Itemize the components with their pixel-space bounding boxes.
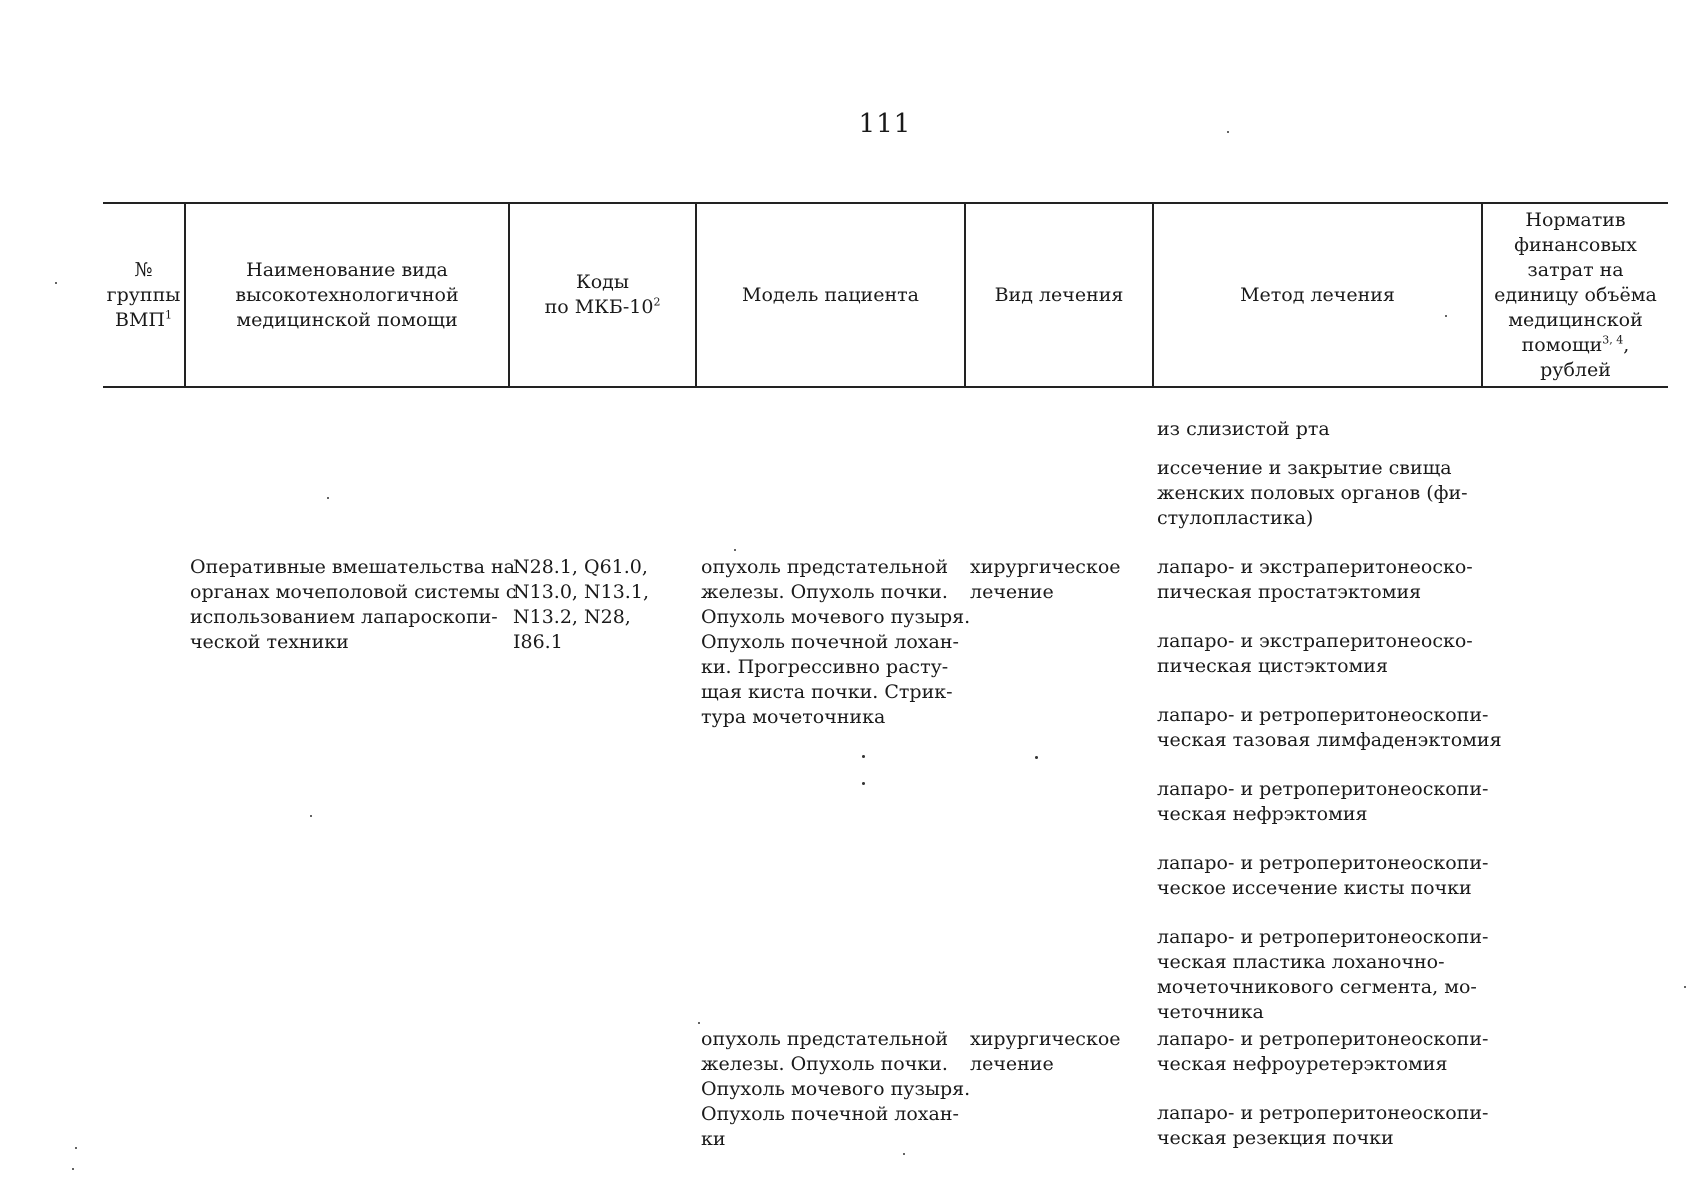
header-group-number: № группы ВМП$^1$ — [106, 258, 181, 331]
scan-speck — [327, 497, 329, 499]
scan-speck — [862, 755, 865, 758]
scan-speck — [1035, 756, 1038, 759]
header-cost-standard: Норматив финансовых затрат на единицу объёма медицинской помощи$^{3, 4}$, рублей — [1494, 208, 1657, 381]
scan-speck — [698, 1022, 700, 1024]
scan-speck — [72, 1168, 74, 1170]
treatment-method: лапаро- и экстраперитонеоско- пическая простатэктомия — [1157, 556, 1473, 603]
treatment-method: лапаро- и ретроперитонеоскопи- ческая нефроуретерэктомия — [1157, 1028, 1489, 1075]
icd-codes: N28.1, Q61.0, N13.0, N13.1, N13.2, N28, I86.1 — [513, 556, 649, 653]
treatment-method: лапаро- и ретроперитонеоскопи- ческое иссечение кисты почки — [1157, 852, 1489, 899]
scan-speck — [1227, 131, 1229, 133]
page-number: 111 — [858, 109, 912, 139]
scan-speck — [1684, 986, 1686, 988]
treatment-method: лапаро- и ретроперитонеоскопи- ческая тазовая лимфаденэктомия — [1157, 704, 1502, 751]
header-bottom-rule — [103, 386, 1668, 388]
scan-speck — [55, 282, 57, 284]
scan-speck — [310, 815, 312, 817]
treatment-type: хирургическое лечение — [970, 556, 1121, 603]
scan-speck — [903, 1153, 905, 1155]
care-type-name: Оперативные вмешательства на органах мочеполовой системы с использованием лапароскопи- ческой техники — [190, 556, 517, 653]
treatment-method: лапаро- и экстраперитонеоско- пическая цистэктомия — [1157, 630, 1473, 677]
header-treatment-method: Метод лечения — [1240, 283, 1395, 306]
method-fistula-excision: иссечение и закрытие свища женских половых органов (фи- стулопластика) — [1157, 457, 1468, 529]
header-treatment-type: Вид лечения — [994, 283, 1124, 306]
scan-speck — [862, 782, 865, 785]
header-care-type-name: Наименование вида высокотехнологичной медицинской помощи — [235, 258, 459, 331]
treatment-type: хирургическое лечение — [970, 1028, 1121, 1075]
treatment-method: лапаро- и ретроперитонеоскопи- ческая резекция почки — [1157, 1102, 1489, 1149]
scan-speck — [75, 1147, 77, 1149]
method-continuation: из слизистой рта — [1157, 418, 1330, 440]
treatment-method: лапаро- и ретроперитонеоскопи- ческая пластика лоханочно- мочеточникового сегмента, мо- четочника — [1157, 926, 1489, 1023]
patient-model: опухоль предстательной железы. Опухоль почки. Опухоль мочевого пузыря. Опухоль почечной лохан- ки. Прогрессивно расту- щая киста почки. Стрик- тура мочеточника — [701, 556, 971, 728]
scan-speck — [1445, 315, 1447, 317]
treatment-method: лапаро- и ретроперитонеоскопи- ческая нефрэктомия — [1157, 778, 1489, 825]
patient-model: опухоль предстательной железы. Опухоль почки. Опухоль мочевого пузыря. Опухоль почечной лохан- ки — [701, 1028, 971, 1150]
header-icd-codes: Коды по МКБ-$10^2$ — [544, 271, 661, 318]
header-patient-model: Модель пациента — [742, 283, 919, 306]
scan-speck — [734, 549, 736, 551]
